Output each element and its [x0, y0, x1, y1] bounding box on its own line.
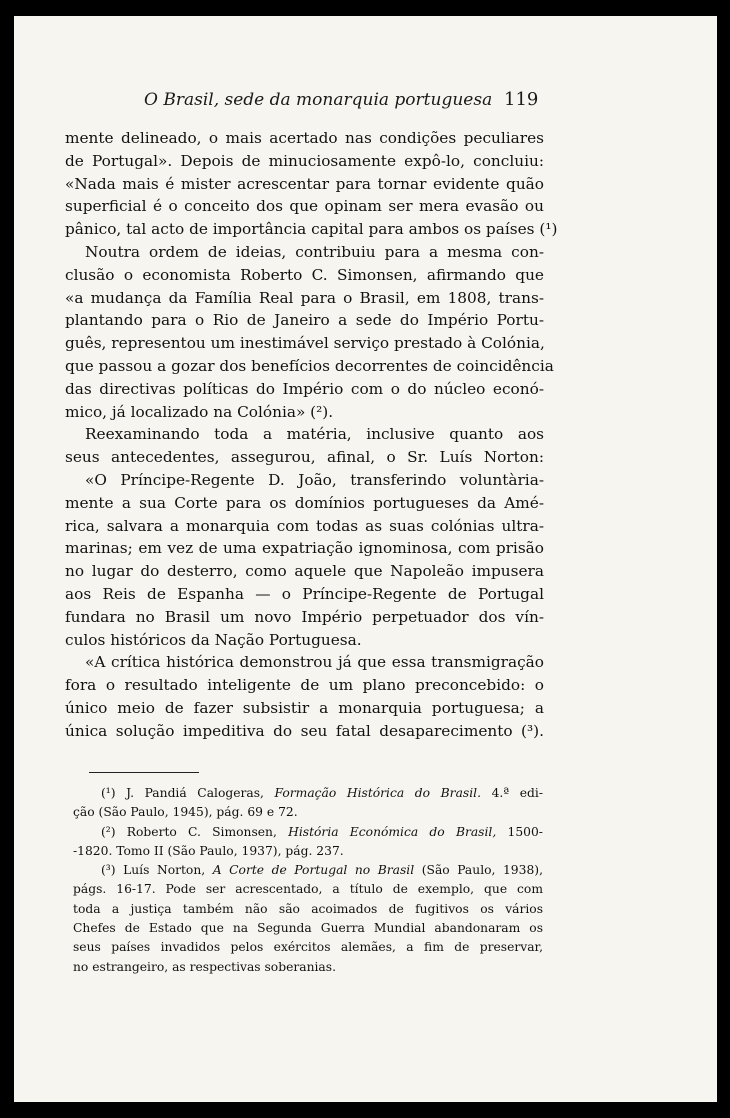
text-line: «Nada mais é mister acrescentar para tornar evidente quão — [65, 174, 544, 193]
text-line: «a mudança da Família Real para o Brasil, em 1808, trans- — [65, 288, 544, 307]
footnote-line: Chefes de Estado que na Segunda Guerra Mundial abandonaram os — [73, 921, 543, 936]
footnote-mark: (¹) — [101, 786, 116, 800]
footnote-book-title: História Económica do Brasil, — [288, 824, 497, 839]
text-line: clusão o economista Roberto C. Simonsen, afirmando que — [65, 265, 544, 284]
text-line: superficial é o conceito dos que opinam ser mera evasão ou — [65, 197, 544, 216]
text-line: que passou a gozar dos benefícios decorrentes de coincidência — [65, 356, 554, 375]
text-line: «A crítica histórica demonstrou já que essa transmigração — [85, 653, 544, 672]
main-text — [65, 127, 558, 743]
footnote-line: toda a justiça também não são acoimados de fugitivos os vários — [73, 901, 543, 916]
footnote-mark: (²) — [101, 824, 116, 839]
text-line: culos históricos da Nação Portuguesa. — [65, 630, 362, 649]
text-line: aos Reis de Espanha — o Príncipe-Regente de Portugal — [65, 584, 544, 603]
footnote-line: seus países invadidos pelos exércitos alemães, a fim de preservar, — [73, 940, 543, 955]
text-line: Noutra ordem de ideias, contribuiu para a mesma con- — [85, 242, 544, 261]
footnote-line: no estrangeiro, as respectivas soberanias. — [73, 959, 336, 974]
text-line: fora o resultado inteligente de um plano preconcebido: o — [65, 676, 544, 695]
footnote-line: ção (São Paulo, 1945), pág. 69 e 72. — [73, 805, 298, 820]
text-line: no lugar do desterro, como aquele que Napoleão impusera — [65, 562, 544, 581]
footnote-3 — [73, 861, 543, 880]
footnote-book-title: Formação Histórica do Brasil. — [274, 786, 481, 800]
footnote-author: Roberto C. Simonsen, — [126, 824, 277, 839]
text-line: rica, salvara a monarquia com todas as suas colónias ultra- — [65, 516, 544, 535]
text-line: Reexaminando toda a matéria, inclusive quanto aos — [85, 425, 544, 444]
footnote-line: págs. 16-17. Pode ser acrescentado, a título de exemplo, que com — [73, 882, 543, 897]
running-title: O Brasil, sede da monarquia portuguesa — [144, 90, 493, 110]
footnotes — [73, 784, 543, 977]
text-line: de Portugal». Depois de minuciosamente expô-lo, concluiu: — [65, 151, 544, 170]
text-line: fundara no Brasil um novo Império perpetuador dos vín- — [65, 607, 544, 626]
text-line: único meio de fazer subsistir a monarquia portuguesa; a — [65, 698, 544, 717]
footnote-author: Luís Norton, — [123, 863, 206, 878]
text-line: única solução impeditiva do seu fatal desaparecimento (³). — [65, 721, 544, 740]
text-line: mico, já localizado na Colónia» (²). — [65, 402, 334, 421]
page-header — [14, 86, 717, 116]
footnote-1 — [73, 784, 543, 803]
text-line: guês, representou um inestimável serviço prestado à Colónia, — [65, 334, 545, 353]
book-page — [14, 16, 717, 1102]
footnote-tail: 1500- — [507, 824, 543, 839]
footnote-book-title: A Corte de Portugal no Brasil — [212, 863, 415, 878]
text-line: mente delineado, o mais acertado nas condições peculiares — [65, 129, 544, 147]
footnote-tail: (São Paulo, 1938), — [421, 863, 543, 878]
footnote-2 — [73, 823, 543, 842]
page-number: 119 — [504, 89, 539, 110]
text-line: mente a sua Corte para os domínios portugueses da Amé- — [65, 493, 544, 512]
footnote-mark: (³) — [101, 863, 116, 878]
footnote-author: J. Pandiá Calogeras, — [126, 786, 264, 800]
footnote-divider — [89, 772, 199, 773]
text-line: marinas; em vez de uma expatriação ignominosa, com prisão — [65, 539, 544, 558]
text-line: «O Príncipe-Regente D. João, transferindo voluntària- — [85, 470, 544, 489]
text-line: seus antecedentes, assegurou, afinal, o Sr. Luís Norton: — [65, 448, 544, 467]
footnote-tail: 4.ª edi- — [491, 786, 543, 800]
text-line: pânico, tal acto de importância capital para ambos os países (¹) — [65, 220, 558, 239]
text-line: plantando para o Rio de Janeiro a sede do Império Portu- — [65, 311, 544, 330]
text-line: das directivas políticas do Império com o do núcleo econó- — [65, 379, 544, 398]
footnote-line: -1820. Tomo II (São Paulo, 1937), pág. 237. — [73, 843, 344, 858]
